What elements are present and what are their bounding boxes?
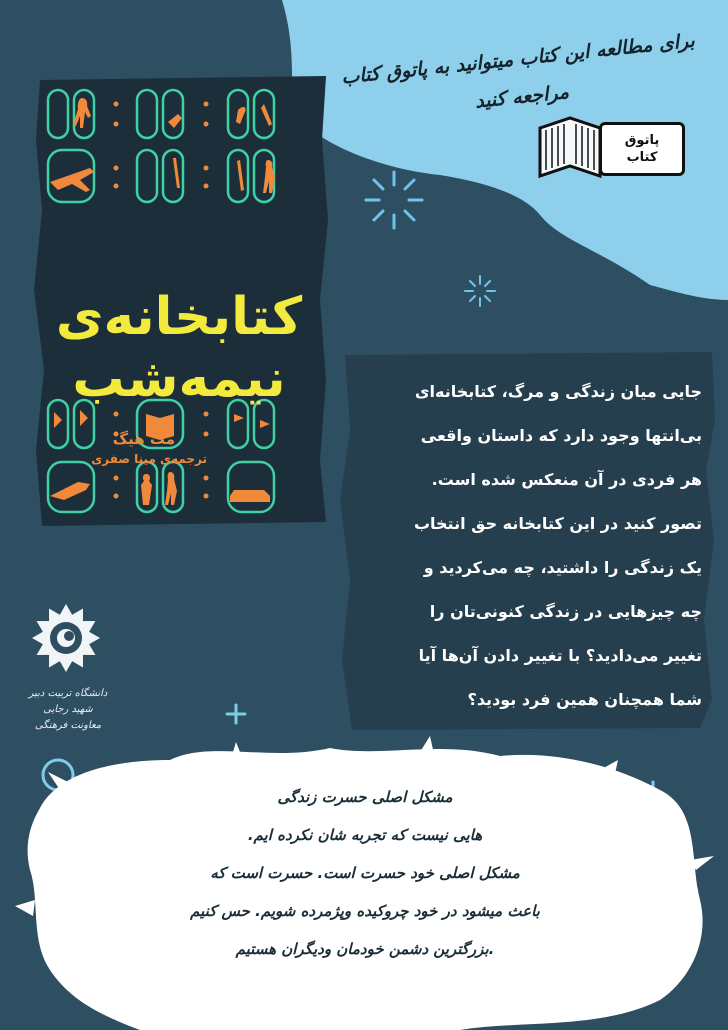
description-line: یک زندگی را داشتید، چه می‌کردید و	[423, 558, 702, 577]
banner-text: برای مطالعه این کتاب میتوانید به پاتوق کتاب مراجعه کنید	[340, 29, 696, 113]
quote-line: مشکل اصلی حسرت زندگی	[277, 788, 453, 806]
quote-line: هایی نیست که تجربه شان نکرده ایم.	[247, 826, 483, 844]
book-title	[33, 286, 325, 410]
book-title-line-1: کتابخانه‌ی	[55, 287, 303, 347]
description-line: شما همچنان همین فرد بودید؟	[467, 690, 702, 709]
logo-line-1: دانشگاه تربیت دبیر شهید رجایی	[28, 688, 108, 715]
description-line: تصور کنید در این کتابخانه حق انتخاب	[413, 514, 702, 533]
quote-line: .بزرگترین دشمن خودمان ودیگران هستیم	[235, 940, 495, 958]
university-logo	[18, 598, 118, 731]
quote-line: باعث میشود در خود چروکیده وپژمرده شویم. حس کنیم	[190, 902, 540, 920]
description-line: بی‌انتها وجود دارد که داستان واقعی	[420, 426, 702, 445]
book-description	[350, 370, 702, 722]
patogh-ketab-badge	[535, 112, 685, 178]
book-author: مت هیگ	[112, 430, 175, 448]
badge-line-2: کتاب	[626, 150, 658, 165]
book-translator: ترجمه‌ی مینا صفری	[91, 452, 207, 466]
description-line: هر فردی در آن منعکس شده است.	[431, 470, 702, 489]
book-title-line-2: نیمه‌شب	[72, 349, 286, 409]
badge-line-1: پاتوق	[624, 133, 660, 148]
book-cover	[33, 78, 325, 525]
quote-line: مشکل اصلی خود حسرت است. حسرت است که	[210, 864, 520, 882]
logo-line-2: معاونت فرهنگی	[34, 720, 102, 731]
description-line: چه چیزهایی در زندگی کنونی‌تان را	[429, 602, 702, 621]
badge-label	[599, 122, 685, 176]
logo-text	[18, 686, 118, 734]
sparkle-icon	[366, 172, 422, 228]
description-line: تغییر می‌دادید؟ با تغییر دادن آن‌ها آیا	[418, 646, 702, 665]
book-quote	[60, 778, 670, 968]
description-line: جایی میان زندگی و مرگ، کتابخانه‌ای	[414, 382, 702, 401]
